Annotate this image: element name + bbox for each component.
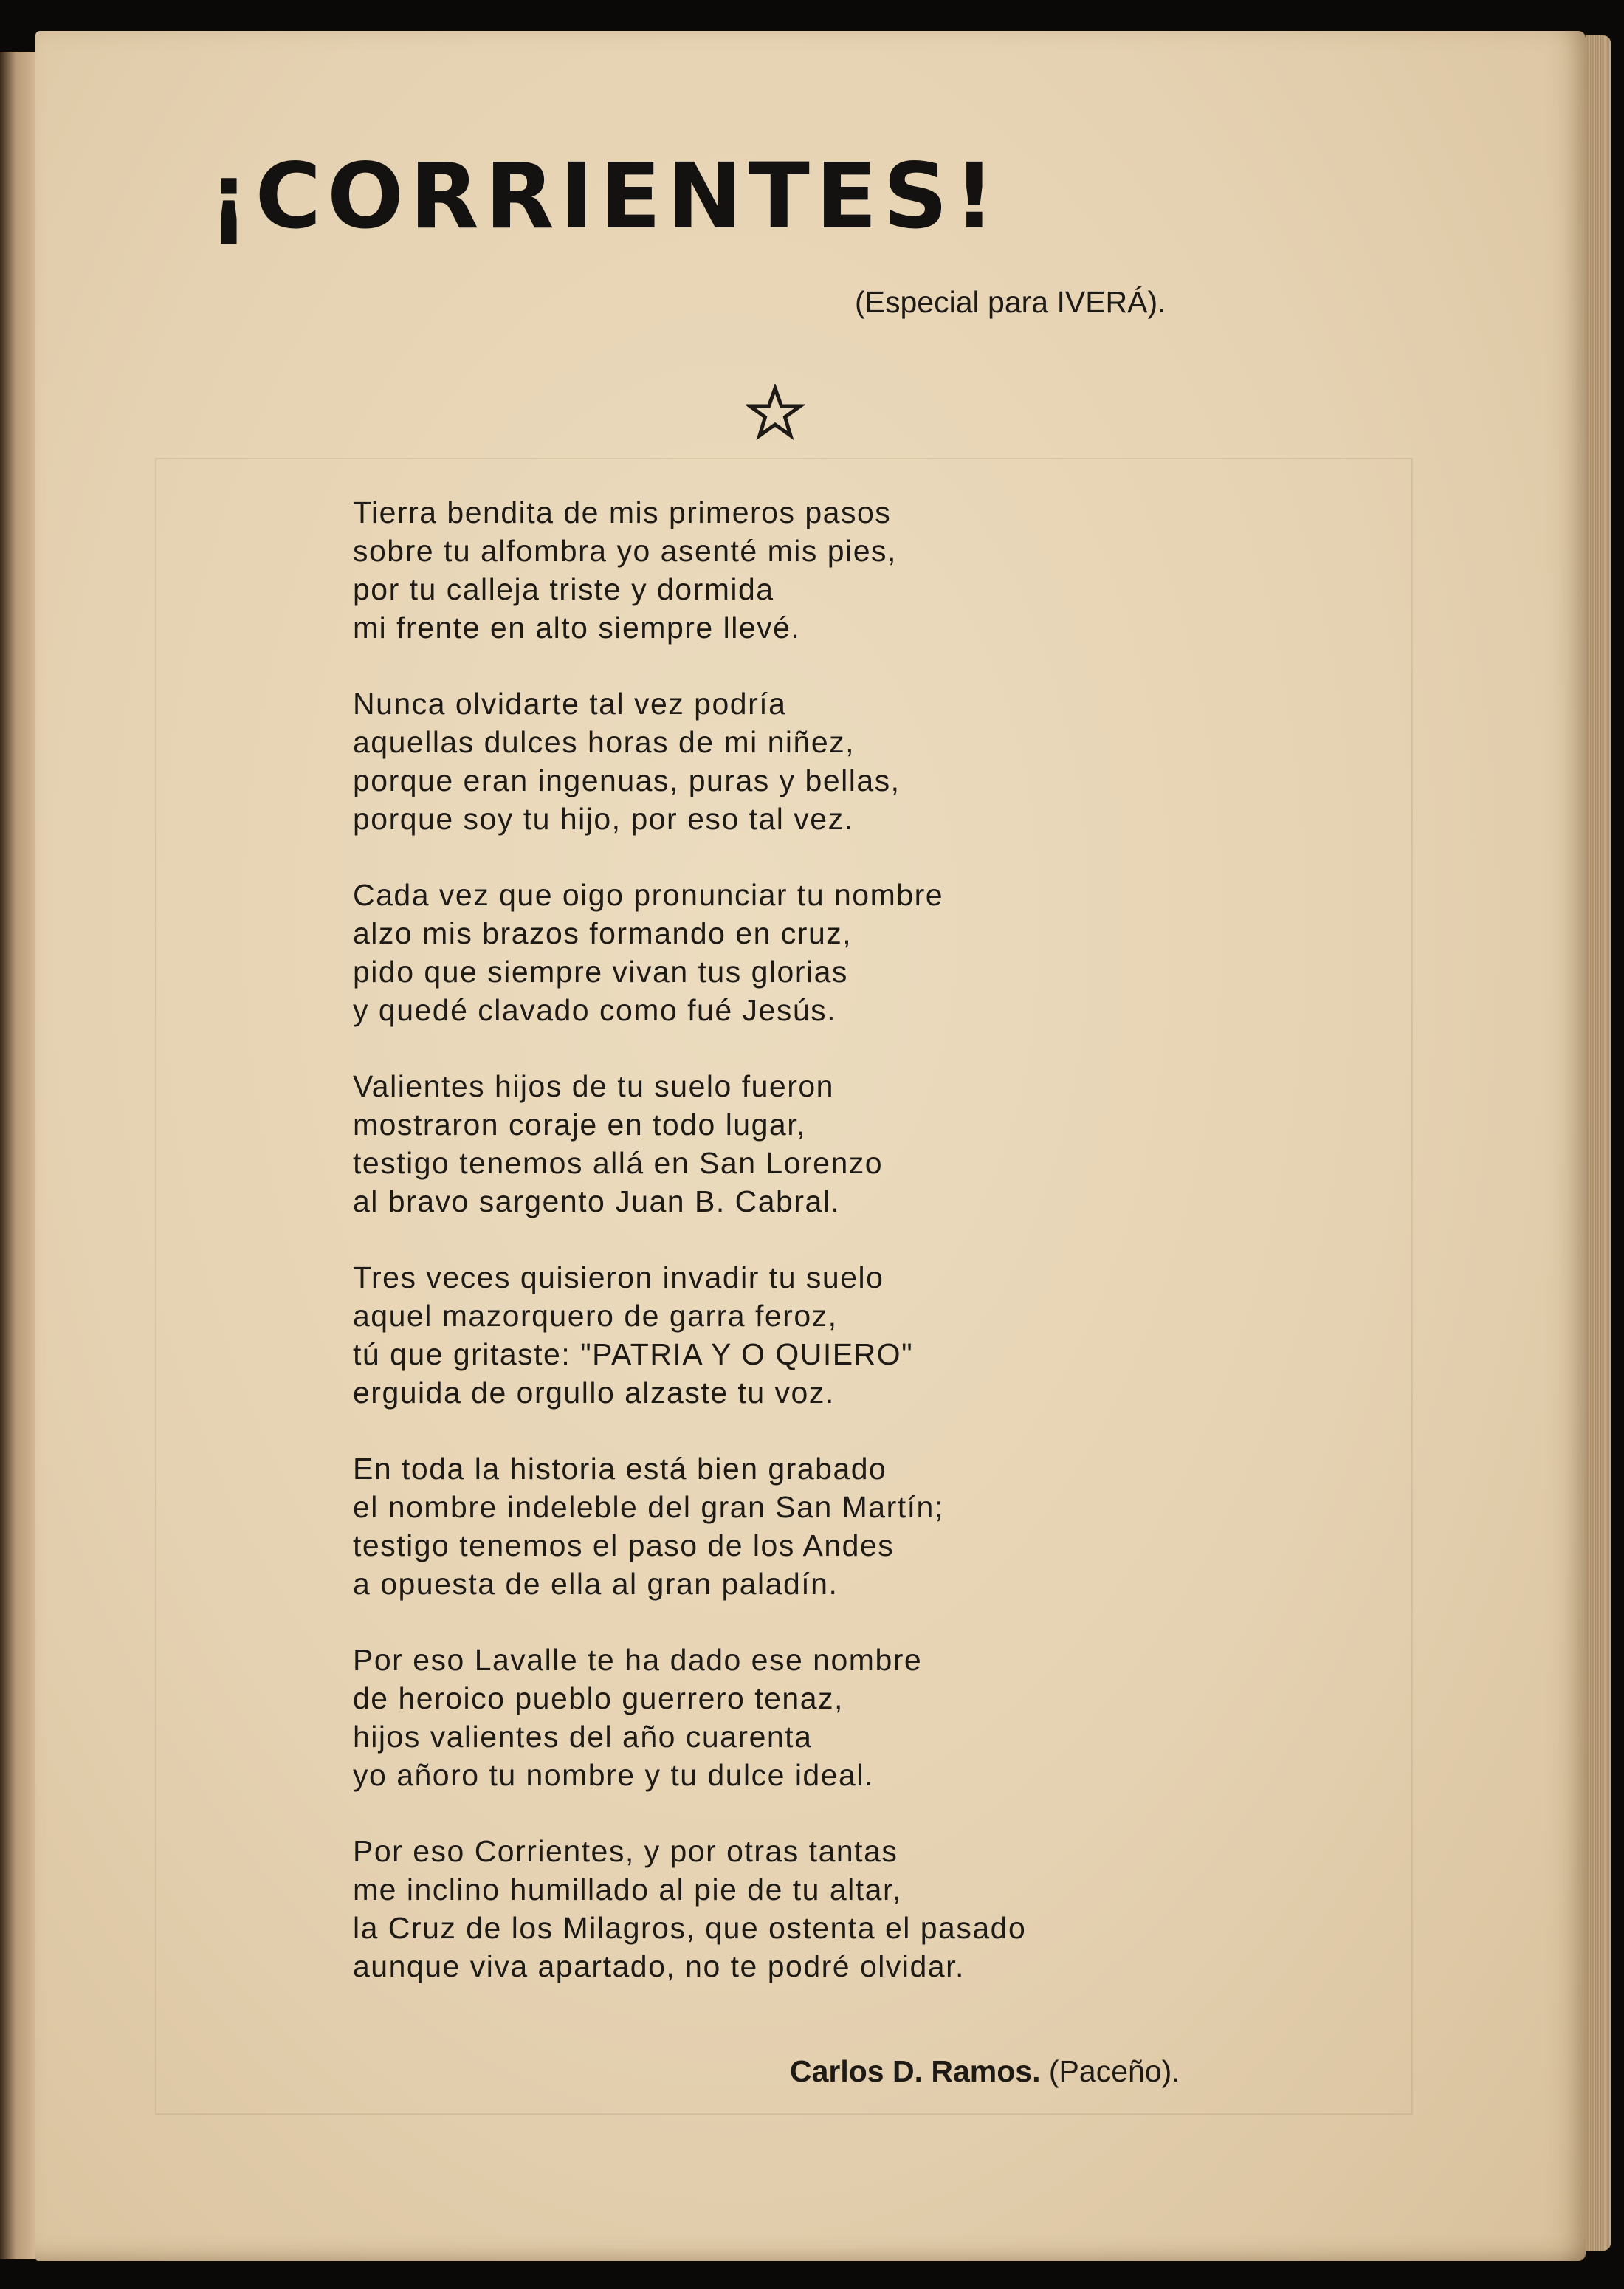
facing-page-edge: [0, 52, 38, 2259]
poem-line: erguida de orgullo alzaste tu voz.: [353, 1376, 835, 1410]
poem-line: la Cruz de los Milagros, que ostenta el pasado: [353, 1911, 1027, 1945]
poem-line: tú que gritaste: "PATRIA Y O QUIERO": [353, 1337, 914, 1371]
stanza-7: [353, 1641, 1386, 1794]
poem-line: aunque viva apartado, no te podré olvidar.: [353, 1949, 965, 1983]
poem-line: Valientes hijos de tu suelo fueron: [353, 1069, 834, 1103]
poem-line: En toda la historia está bien grabado: [353, 1452, 887, 1486]
stanza-8: [353, 1832, 1386, 1986]
poem-line: al bravo sargento Juan B. Cabral.: [353, 1184, 841, 1218]
poem-line: me inclino humillado al pie de tu altar,: [353, 1873, 902, 1907]
poem-line: Por eso Lavalle te ha dado ese nombre: [353, 1643, 923, 1677]
page-stack-edge: [1586, 35, 1611, 2251]
poem-line: yo añoro tu nombre y tu dulce ideal.: [353, 1758, 874, 1792]
poem-line: aquel mazorquero de garra feroz,: [353, 1299, 838, 1333]
stanza-1: [353, 493, 1386, 647]
author-signature: [790, 2054, 1180, 2089]
poem-line: Por eso Corrientes, y por otras tantas: [353, 1834, 898, 1868]
stanza-4: [353, 1067, 1386, 1221]
poem-line: el nombre indeleble del gran San Martín;: [353, 1490, 944, 1524]
author-name: Carlos D. Ramos.: [790, 2054, 1041, 2088]
poem-line: mostraron coraje en todo lugar,: [353, 1108, 806, 1142]
stanza-2: [353, 684, 1386, 838]
poem-line: porque soy tu hijo, por eso tal vez.: [353, 802, 854, 836]
poem-line: y quedé clavado como fué Jesús.: [353, 993, 837, 1027]
poem-line: hijos valientes del año cuarenta: [353, 1720, 813, 1754]
star-icon: [746, 384, 805, 443]
poem-line: Tres veces quisieron invadir tu suelo: [353, 1260, 884, 1294]
poem-line: pido que siempre vivan tus glorias: [353, 955, 848, 989]
poem-line: Cada vez que oigo pronunciar tu nombre: [353, 878, 944, 912]
poem-line: a opuesta de ella al gran paladín.: [353, 1567, 839, 1601]
poem-line: de heroico pueblo guerrero tenaz,: [353, 1681, 844, 1715]
poem-line: testigo tenemos el paso de los Andes: [353, 1528, 895, 1562]
poem-subtitle: (Especial para IVERÁ).: [855, 285, 1166, 319]
poem-line: Nunca olvidarte tal vez podría: [353, 687, 787, 721]
poem-line: por tu calleja triste y dormida: [353, 572, 774, 606]
poem-title: ¡CORRIENTES!: [208, 144, 1001, 249]
stanza-6: [353, 1449, 1386, 1603]
poem-line: Tierra bendita de mis primeros pasos: [353, 495, 892, 529]
stanza-5: [353, 1258, 1386, 1412]
poem-line: alzo mis brazos formando en cruz,: [353, 916, 853, 950]
author-alias: (Paceño).: [1048, 2054, 1180, 2088]
poem-line: porque eran ingenuas, puras y bellas,: [353, 763, 901, 797]
poem-line: aquellas dulces horas de mi niñez,: [353, 725, 856, 759]
poem-line: sobre tu alfombra yo asenté mis pies,: [353, 534, 897, 568]
poem-body: [353, 493, 1386, 2023]
poem-line: mi frente en alto siempre llevé.: [353, 611, 801, 645]
stanza-3: [353, 876, 1386, 1029]
poem-line: testigo tenemos allá en San Lorenzo: [353, 1146, 884, 1180]
